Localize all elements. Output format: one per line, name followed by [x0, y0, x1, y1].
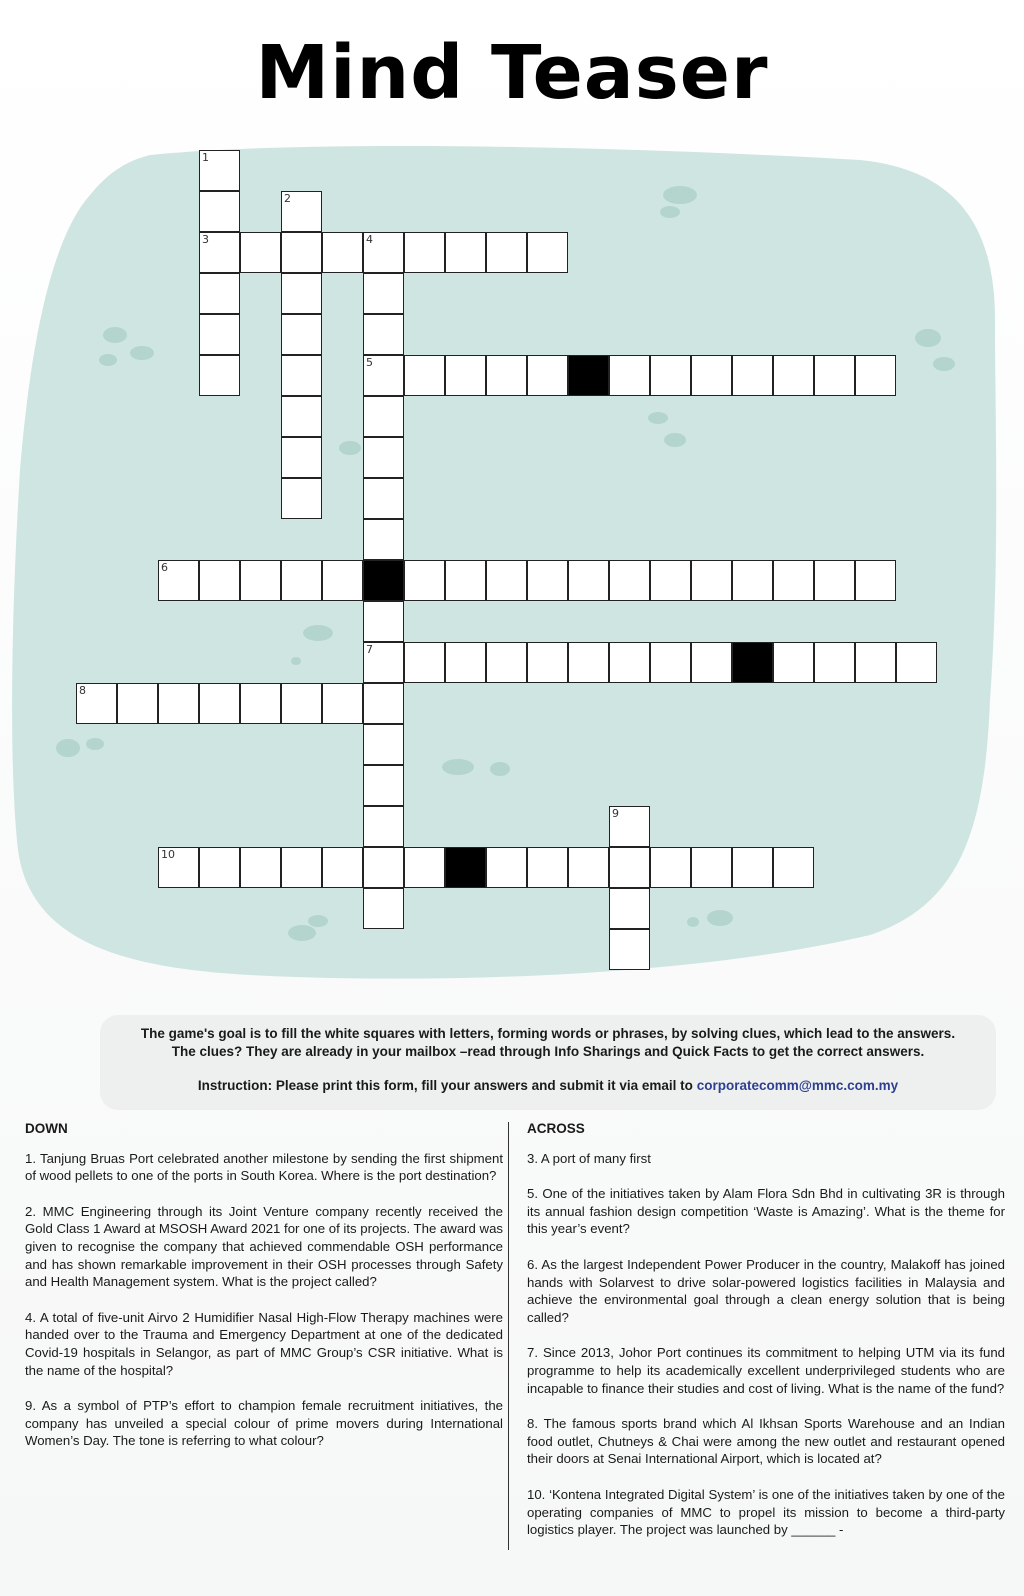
crossword-cell[interactable]: [855, 642, 896, 683]
crossword-cell[interactable]: [486, 847, 527, 888]
crossword-cell[interactable]: [281, 232, 322, 273]
across-heading: ACROSS: [527, 1121, 585, 1136]
instruction-text: [100, 1077, 996, 1095]
crossword-cell[interactable]: [527, 642, 568, 683]
crossword-cell[interactable]: [363, 765, 404, 806]
down-clue: 9. As a symbol of PTP’s effort to champion female recruitment initiatives, the company has unveiled a special colour of prime movers during International Women’s Day. The tone is referring to what colour?: [25, 1398, 503, 1449]
crossword-cell[interactable]: [486, 355, 527, 396]
crossword-cell[interactable]: [158, 683, 199, 724]
crossword-cell[interactable]: [363, 888, 404, 929]
across-clues: [527, 1120, 1005, 1557]
across-clue: 10. ‘Kontena Integrated Digital System’ is one of the initiatives taken by one of the operating companies of MMC to propel its mission to become a third-party logistics player. The project was launched by ______ -: [527, 1486, 1005, 1538]
crossword-cell[interactable]: [281, 273, 322, 314]
crossword-cell[interactable]: [363, 232, 404, 273]
crossword-cell[interactable]: [814, 560, 855, 601]
crossword-cell[interactable]: [486, 232, 527, 273]
crossword-cell[interactable]: [363, 724, 404, 765]
crossword-cell[interactable]: [855, 355, 896, 396]
crossword-cell[interactable]: [281, 847, 322, 888]
crossword-cell[interactable]: [609, 355, 650, 396]
crossword-cell[interactable]: [158, 847, 199, 888]
crossword-cell[interactable]: [281, 560, 322, 601]
crossword-cell[interactable]: [199, 560, 240, 601]
down-clue: 1. Tanjung Bruas Port celebrated another milestone by sending the first shipment of wood pellets to one of the ports in South Korea. Where is the port destination?: [25, 1150, 503, 1184]
crossword-cell[interactable]: [773, 560, 814, 601]
crossword-cell[interactable]: [281, 683, 322, 724]
crossword-cell[interactable]: [240, 232, 281, 273]
clue-number: 6: [161, 561, 168, 574]
crossword-cell[interactable]: [445, 232, 486, 273]
crossword-cell[interactable]: [691, 560, 732, 601]
crossword-cell[interactable]: [814, 355, 855, 396]
crossword-cell[interactable]: [404, 642, 445, 683]
crossword-cell[interactable]: [363, 806, 404, 847]
crossword-cell[interactable]: [732, 847, 773, 888]
crossword-cell[interactable]: [609, 806, 650, 847]
crossword-cell[interactable]: [650, 560, 691, 601]
crossword-cell[interactable]: [199, 847, 240, 888]
crossword-cell[interactable]: [199, 150, 240, 191]
clue-number: 8: [79, 684, 86, 697]
crossword-cell[interactable]: [568, 560, 609, 601]
down-heading: DOWN: [25, 1121, 68, 1136]
crossword-cell[interactable]: [814, 642, 855, 683]
crossword-cell[interactable]: [363, 519, 404, 560]
crossword-cell[interactable]: [363, 355, 404, 396]
across-clue: 8. The famous sports brand which Al Ikhsan Sports Warehouse and an Indian food outlet, Chutneys & Chai were among the new outlet and restaurant opened their doors at Senai International Airport, which is located at?: [527, 1416, 1005, 1467]
crossword-cell[interactable]: [568, 642, 609, 683]
crossword-cell[interactable]: [281, 314, 322, 355]
crossword-cell[interactable]: [158, 560, 199, 601]
crossword-cell[interactable]: [404, 355, 445, 396]
across-clue: 5. One of the initiatives taken by Alam Flora Sdn Bhd in cultivating 3R is through its annual fashion design competition ‘Waste is Amazing’. What is the theme for this year’s event?: [527, 1186, 1005, 1237]
crossword-cell[interactable]: [445, 560, 486, 601]
crossword-cell[interactable]: [773, 847, 814, 888]
crossword-cell[interactable]: [322, 683, 363, 724]
crossword-cell[interactable]: [445, 642, 486, 683]
crossword-cell[interactable]: [363, 314, 404, 355]
crossword-cell[interactable]: [281, 437, 322, 478]
black-square: [732, 642, 773, 683]
clue-number: 3: [202, 233, 209, 246]
crossword-cell[interactable]: [199, 683, 240, 724]
crossword-cell[interactable]: [650, 847, 691, 888]
crossword-cell[interactable]: [363, 437, 404, 478]
crossword-cell[interactable]: [609, 929, 650, 970]
crossword-cell[interactable]: [691, 355, 732, 396]
crossword-cell[interactable]: [363, 601, 404, 642]
across-clue: 7. Since 2013, Johor Port continues its commitment to helping UTM via its fund programme to help its academically excellent underprivileged students who are incapable to finance their studies and cost of living. What is the name of the fund?: [527, 1345, 1005, 1396]
clue-number: 7: [366, 643, 373, 656]
crossword-cell[interactable]: [650, 642, 691, 683]
crossword-cell[interactable]: [199, 273, 240, 314]
crossword-cell[interactable]: [199, 232, 240, 273]
crossword-cell[interactable]: [896, 642, 937, 683]
crossword-cell[interactable]: [568, 847, 609, 888]
crossword-cell[interactable]: [240, 683, 281, 724]
across-clue: 6. As the largest Independent Power Producer in the country, Malakoff has joined hands with Solarvest to drive solar-powered logistics facilities in Malaysia and achieve the environmental goal through a clean energy solution that is being called?: [527, 1256, 1005, 1325]
crossword-cell[interactable]: [322, 560, 363, 601]
crossword-cell[interactable]: [363, 273, 404, 314]
goal-text: The game's goal is to fill the white squares with letters, forming words or phrases, by solving clues, which lead to the answers.: [140, 1026, 956, 1041]
down-clue: 2. MMC Engineering through its Joint Venture company recently received the Gold Class 1 Award at MSOSH Award 2021 for one of its projects. The award was given to recognise the company that achieved commendable OSH performance and has shown remarkable improvement in their OSH processes through Safety and Health Management system. What is the project called?: [25, 1203, 503, 1290]
crossword-cell[interactable]: [609, 560, 650, 601]
crossword-cell[interactable]: [650, 355, 691, 396]
black-square: [363, 560, 404, 601]
crossword-cell[interactable]: [322, 847, 363, 888]
crossword-cell[interactable]: [691, 642, 732, 683]
crossword-cell[interactable]: [363, 847, 404, 888]
crossword-cell[interactable]: [322, 232, 363, 273]
crossword-cell[interactable]: [76, 683, 117, 724]
crossword-cell[interactable]: [691, 847, 732, 888]
crossword-cell[interactable]: [404, 232, 445, 273]
crossword-cell[interactable]: [363, 683, 404, 724]
crossword-cell[interactable]: [199, 314, 240, 355]
crossword-cell[interactable]: [732, 560, 773, 601]
crossword-cell[interactable]: [404, 847, 445, 888]
clue-number: 9: [612, 807, 619, 820]
crossword-cell[interactable]: [363, 478, 404, 519]
crossword-cell[interactable]: [486, 642, 527, 683]
crossword-cell[interactable]: [527, 355, 568, 396]
across-clue: 3. A port of many first: [527, 1150, 651, 1166]
crossword-cell[interactable]: [855, 560, 896, 601]
crossword-cell[interactable]: [281, 191, 322, 232]
crossword-cell[interactable]: [609, 888, 650, 929]
instructions-box: [100, 1015, 996, 1110]
crossword-cell[interactable]: [445, 355, 486, 396]
crossword-cell[interactable]: [363, 396, 404, 437]
page-title: Mind Teaser: [255, 30, 769, 116]
crossword-cell[interactable]: [404, 560, 445, 601]
crossword-cell[interactable]: [609, 847, 650, 888]
crossword-cell[interactable]: [773, 355, 814, 396]
crossword-cell[interactable]: [527, 232, 568, 273]
clue-number: 2: [284, 192, 291, 205]
crossword-cell[interactable]: [281, 396, 322, 437]
clue-number: 5: [366, 356, 373, 369]
crossword-cell[interactable]: [240, 847, 281, 888]
clue-number: 4: [366, 233, 373, 246]
crossword-cell[interactable]: [486, 560, 527, 601]
crossword-cell[interactable]: [732, 355, 773, 396]
crossword-cell[interactable]: [281, 478, 322, 519]
crossword-cell[interactable]: [773, 642, 814, 683]
instruction-label: Instruction: Please print this form, fill your answers and submit it via email to: [197, 1078, 697, 1093]
column-divider: [508, 1122, 509, 1550]
clue-number: 1: [202, 151, 209, 164]
clue-number: 10: [161, 848, 175, 861]
crossword-cell[interactable]: [527, 847, 568, 888]
crossword-cell[interactable]: [199, 191, 240, 232]
crossword-cell[interactable]: [281, 355, 322, 396]
down-clues: [25, 1120, 503, 1468]
down-clue: 4. A total of five-unit Airvo 2 Humidifier Nasal High-Flow Therapy machines were handed over to the Trauma and Emergency Department at one of the dedicated Covid-19 hospitals in Selangor, as part of MMC Group’s CSR initiative. What is the name of the hospital?: [25, 1309, 503, 1378]
crossword-cell[interactable]: [240, 560, 281, 601]
email-link[interactable]: corporatecomm@mmc.com.my: [696, 1078, 899, 1093]
crossword-cell[interactable]: [117, 683, 158, 724]
black-square: [568, 355, 609, 396]
clues-hint-text: The clues? They are already in your mailbox –read through Info Sharings and Quick Facts to get the correct answers.: [171, 1044, 925, 1059]
crossword-cell[interactable]: [199, 355, 240, 396]
crossword-cell[interactable]: [609, 642, 650, 683]
crossword-cell[interactable]: [363, 642, 404, 683]
crossword-cell[interactable]: [527, 560, 568, 601]
black-square: [445, 847, 486, 888]
